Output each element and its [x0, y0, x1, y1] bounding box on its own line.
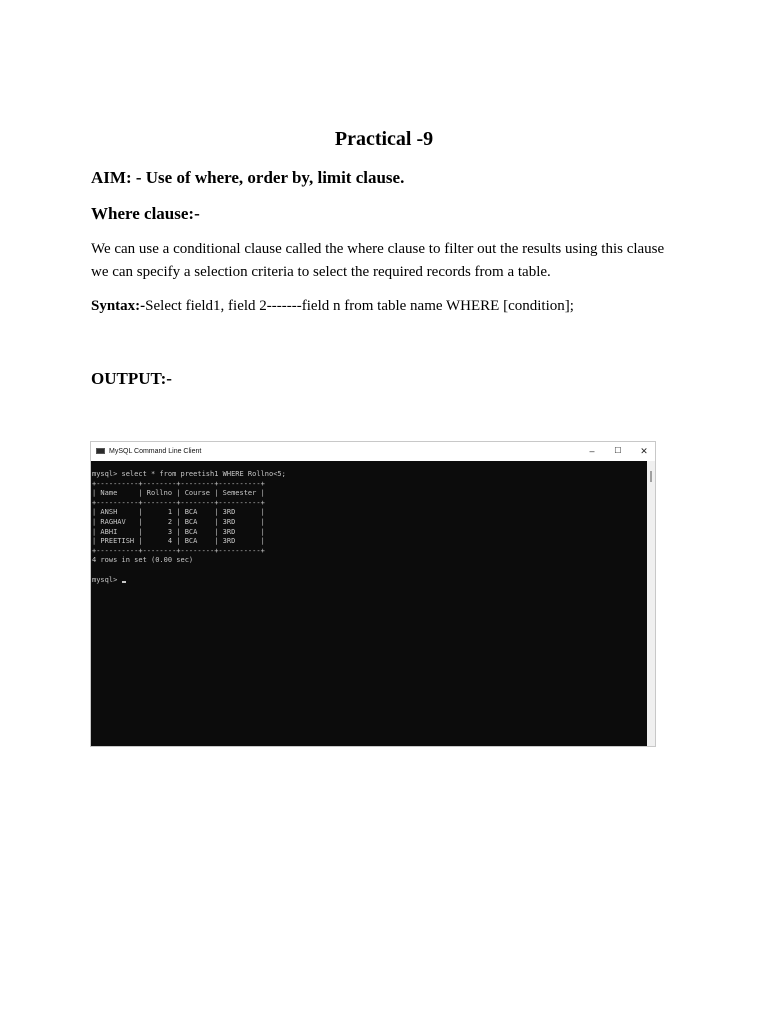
- where-clause-heading: Where clause:-: [91, 204, 200, 223]
- table-row: | ABHI | 3 | BCA | 3RD |: [92, 527, 265, 536]
- console-window-title: MySQL Command Line Client: [109, 448, 202, 455]
- output-heading: OUTPUT:-: [91, 369, 172, 388]
- aim-heading: AIM: - Use of where, order by, limit clause.: [91, 168, 405, 187]
- table-border-bottom: +----------+--------+--------+----------+: [92, 546, 265, 555]
- console-command-line: mysql> select * from preetish1 WHERE Rollno<5;: [92, 470, 286, 478]
- console-app-icon: [96, 448, 105, 454]
- syntax-paragraph: [91, 296, 574, 316]
- syntax-text: Select field1, field 2-------field n from table name WHERE [condition];: [145, 298, 574, 314]
- table-row: | RAGHAV | 2 | BCA | 3RD |: [92, 517, 265, 526]
- maximize-icon: ☐: [614, 446, 622, 455]
- console-scrollbar: [647, 461, 656, 747]
- query-status-line: 4 rows in set (0.00 sec): [92, 556, 194, 565]
- console-output: [91, 461, 647, 747]
- minimize-icon: –: [589, 446, 595, 456]
- console-prompt-line: [92, 576, 647, 586]
- syntax-label: Syntax:-: [91, 298, 146, 314]
- blank-line: [92, 566, 647, 576]
- table-border-mid: +----------+--------+--------+----------+: [92, 498, 265, 507]
- close-icon: ✕: [640, 446, 648, 456]
- table-header-row: | Name | Rollno | Course | Semester |: [92, 489, 265, 498]
- mysql-console-screenshot: [90, 441, 656, 747]
- where-clause-description: We can use a conditional clause called the where clause to filter out the results using this clause we can specify a selection criteria to select the required records from a table.: [91, 241, 665, 280]
- console-prompt: mysql>: [92, 575, 122, 584]
- cursor-icon: [122, 581, 126, 583]
- table-row: | PREETISH | 4 | BCA | 3RD |: [92, 537, 265, 546]
- table-border-top: +----------+--------+--------+----------+: [92, 479, 265, 488]
- console-titlebar: [91, 442, 655, 462]
- scrollbar-thumb: [650, 471, 652, 482]
- page-title: Practical -9: [334, 128, 434, 150]
- table-row: | ANSH | 1 | BCA | 3RD |: [92, 508, 265, 517]
